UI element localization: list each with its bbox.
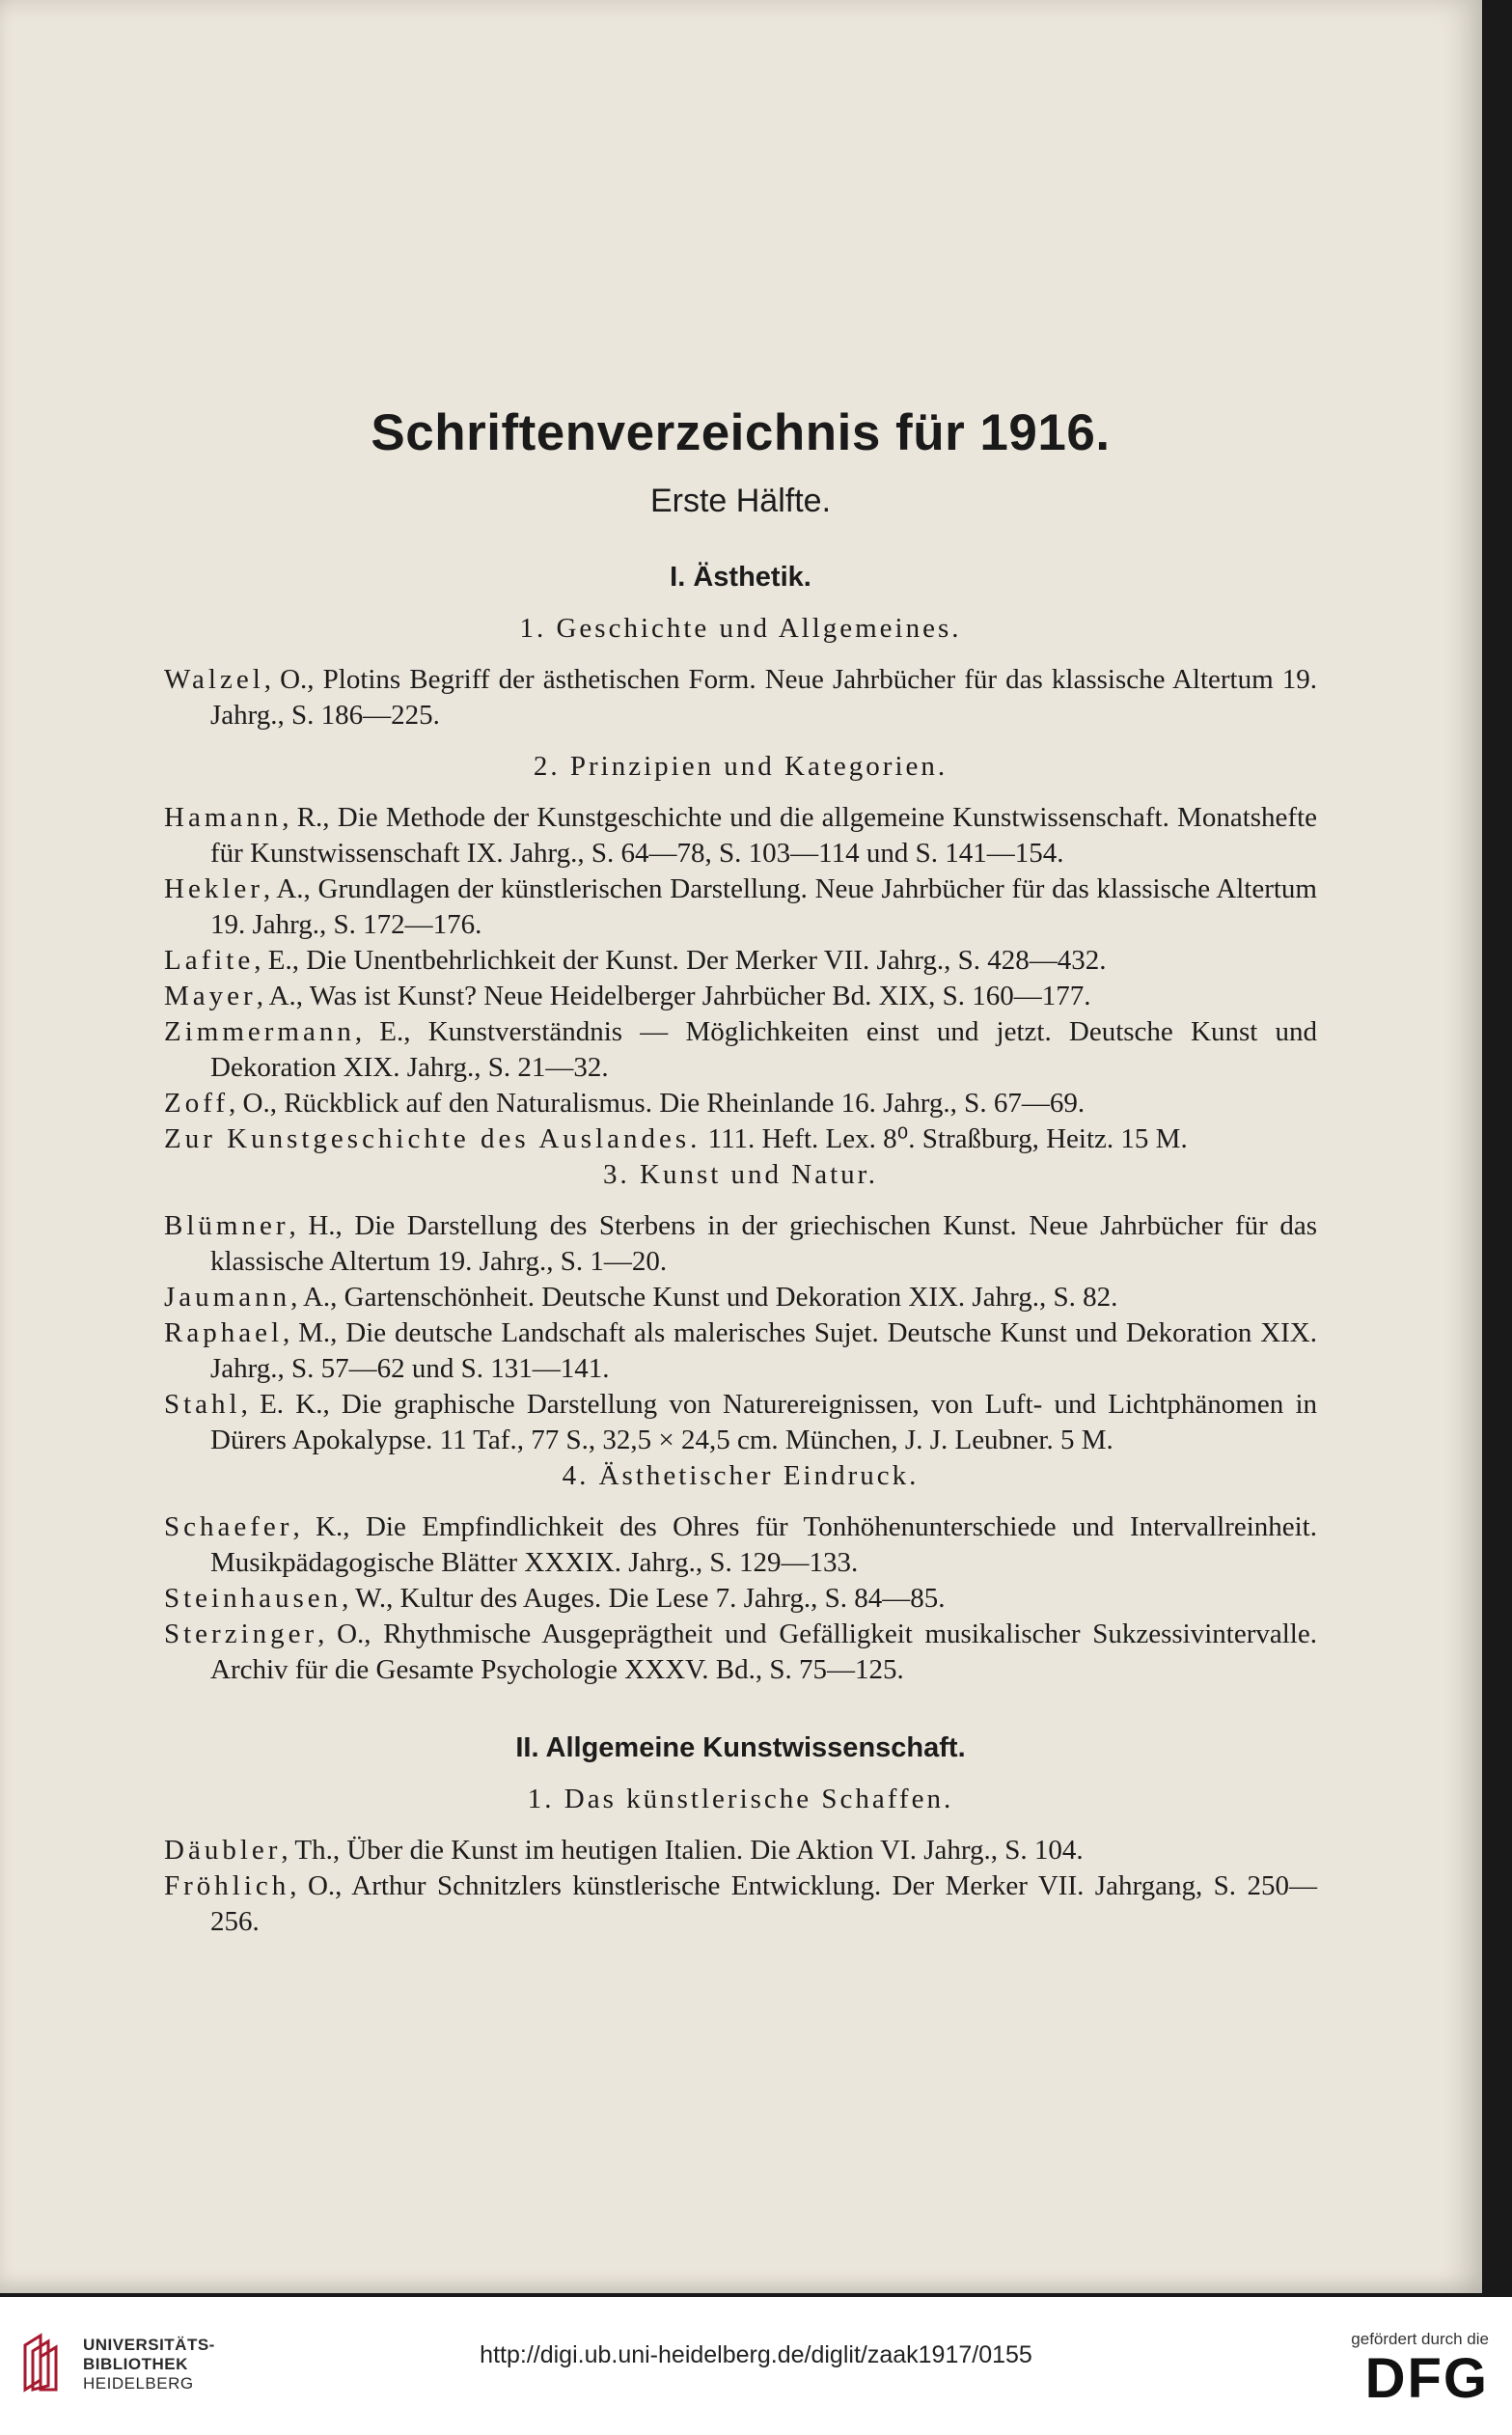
bibliography-entry xyxy=(164,1014,1317,1086)
entry-author: Fröhlich xyxy=(164,1870,290,1901)
sponsor-block xyxy=(1351,2330,1489,2409)
bibliography-entry xyxy=(164,662,1317,733)
entry-text: , H., Die Darstellung des Sterbens in der griechischen Kunst. Neue Jahrbücher für das klassische Altertum 19. Jahrg., S. 1—20. xyxy=(210,1210,1317,1277)
entry-author: Hekler xyxy=(164,873,263,904)
entry-text: , E., Kunstverständnis — Möglichkeiten einst und jetzt. Deutsche Kunst und Dekoration XIX. Jahrg., S. 21—32. xyxy=(210,1016,1317,1083)
bibliography-entry xyxy=(164,1315,1317,1387)
bibliography-entry xyxy=(164,1509,1317,1581)
bibliography-entry xyxy=(164,872,1317,943)
bibliography-entry xyxy=(164,943,1317,979)
entry-text: , O., Rückblick auf den Naturalismus. Die Rheinlande 16. Jahrg., S. 67—69. xyxy=(229,1088,1086,1119)
bibliography-entry xyxy=(164,979,1317,1014)
section-heading: 1. Das künstlerische Schaffen. xyxy=(527,1784,954,1814)
entry-text: , E. K., Die graphische Darstellung von Naturereignissen, von Luft- und Lichtphänomen in Dürers Apokalypse. 11 Taf., 77 S., 32,5 × 24,5 cm. München, J. J. Leubner. 5 M. xyxy=(210,1389,1317,1455)
entry-author: Zur Kunstgeschichte des Auslandes. xyxy=(164,1123,701,1154)
entry-text: , A., Grundlagen der künstlerischen Darstellung. Neue Jahrbücher für das klassische Altertum 19. Jahrg., S. 172—176. xyxy=(210,873,1317,940)
bibliography xyxy=(164,560,1317,1940)
section-heading: 3. Kunst und Natur. xyxy=(603,1159,878,1190)
page-subtitle: Erste Hälfte. xyxy=(649,483,832,519)
entry-text: 111. Heft. Lex. 8⁰. Straßburg, Heitz. 15 M. xyxy=(701,1123,1188,1154)
bibliography-entry xyxy=(164,1280,1317,1315)
entry-author: Mayer xyxy=(164,981,257,1011)
entry-author: Schaefer xyxy=(164,1511,293,1542)
bibliography-entry xyxy=(164,1121,1317,1157)
page-title: Schriftenverzeichnis für 1916. xyxy=(371,404,1111,461)
entry-author: Blümner xyxy=(164,1210,289,1241)
entry-author: Zoff xyxy=(164,1088,230,1119)
sponsor-label: gefördert durch die xyxy=(1351,2330,1489,2348)
bibliography-entry xyxy=(164,1581,1317,1617)
section-heading: 1. Geschichte und Allgemeines. xyxy=(519,613,962,644)
bibliography-entry xyxy=(164,800,1317,872)
bibliography-entry xyxy=(164,1868,1317,1940)
section-heading: 4. Ästhetischer Eindruck. xyxy=(562,1460,920,1491)
entry-author: Däubler xyxy=(164,1835,282,1866)
bibliography-entry xyxy=(164,1208,1317,1280)
entry-author: Lafite xyxy=(164,945,255,976)
source-url-link[interactable]: http://digi.ub.uni-heidelberg.de/diglit/zaak1917/0155 xyxy=(480,2341,1032,2368)
entry-text: , O., Arthur Schnitzlers künstlerische Entwicklung. Der Merker VII. Jahrgang, S. 250—256. xyxy=(210,1870,1317,1937)
entry-text: , O., Rhythmische Ausgeprägtheit und Gefälligkeit musikalischer Sukzessivintervalle. Archiv für die Gesamte Psychologie XXXV. Bd., S. 75—125. xyxy=(210,1619,1317,1685)
entry-text: , A., Gartenschönheit. Deutsche Kunst und Dekoration XIX. Jahrg., S. 82. xyxy=(290,1282,1118,1313)
entry-text: , R., Die Methode der Kunstgeschichte und die allgemeine Kunstwissenschaft. Monatshefte für Kunstwissenschaft IX. Jahrg., S. 64—78, S. 103—114 und S. 141—154. xyxy=(210,802,1317,869)
entry-text: , A., Was ist Kunst? Neue Heidelberger Jahrbücher Bd. XIX, S. 160—177. xyxy=(256,981,1091,1011)
entry-author: Walzel xyxy=(164,664,264,695)
entry-author: Raphael xyxy=(164,1317,284,1348)
entry-text: , E., Die Unentbehrlichkeit der Kunst. Der Merker VII. Jahrg., S. 428—432. xyxy=(254,945,1107,976)
entry-author: Steinhausen xyxy=(164,1583,343,1614)
entry-author: Sterzinger xyxy=(164,1619,318,1649)
entry-text: , K., Die Empfindlichkeit des Ohres für Tonhöhenunterschiede und Intervallreinheit. Musikpädagogische Blätter XXXIX. Jahrg., S. 129—133. xyxy=(210,1511,1317,1578)
entry-text: , M., Die deutsche Landschaft als malerisches Sujet. Deutsche Kunst und Dekoration XIX. Jahrg., S. 57—62 und S. 131—141. xyxy=(210,1317,1317,1384)
bibliography-entry xyxy=(164,1833,1317,1868)
section-heading: 2. Prinzipien und Kategorien. xyxy=(533,751,948,782)
bibliography-entry xyxy=(164,1086,1317,1121)
entry-author: Zimmermann xyxy=(164,1016,355,1047)
bibliography-entry xyxy=(164,1617,1317,1688)
bibliography-entry xyxy=(164,1387,1317,1458)
viewer-footer xyxy=(0,2297,1512,2435)
entry-text: , O., Plotins Begriff der ästhetischen Form. Neue Jahrbücher für das klassische Altertum 19. Jahrg., S. 186—225. xyxy=(210,664,1317,731)
bleed-through-text xyxy=(222,164,1293,207)
entry-author: Jaumann xyxy=(164,1282,291,1313)
entry-text: , W., Kultur des Auges. Die Lese 7. Jahrg., S. 84—85. xyxy=(342,1583,946,1614)
entry-author: Stahl xyxy=(164,1389,241,1420)
part-heading: II. Allgemeine Kunstwissenschaft. xyxy=(515,1732,966,1763)
entry-text: , Th., Über die Kunst im heutigen Italien. Die Aktion VI. Jahrg., S. 104. xyxy=(281,1835,1084,1866)
dfg-logo: DFG xyxy=(1364,2347,1489,2410)
library-name: UNIVERSITÄTS- BIBLIOTHEK HEIDELBERG xyxy=(83,2336,215,2393)
part-heading: I. Ästhetik. xyxy=(670,562,811,593)
entry-author: Hamann xyxy=(164,802,283,833)
